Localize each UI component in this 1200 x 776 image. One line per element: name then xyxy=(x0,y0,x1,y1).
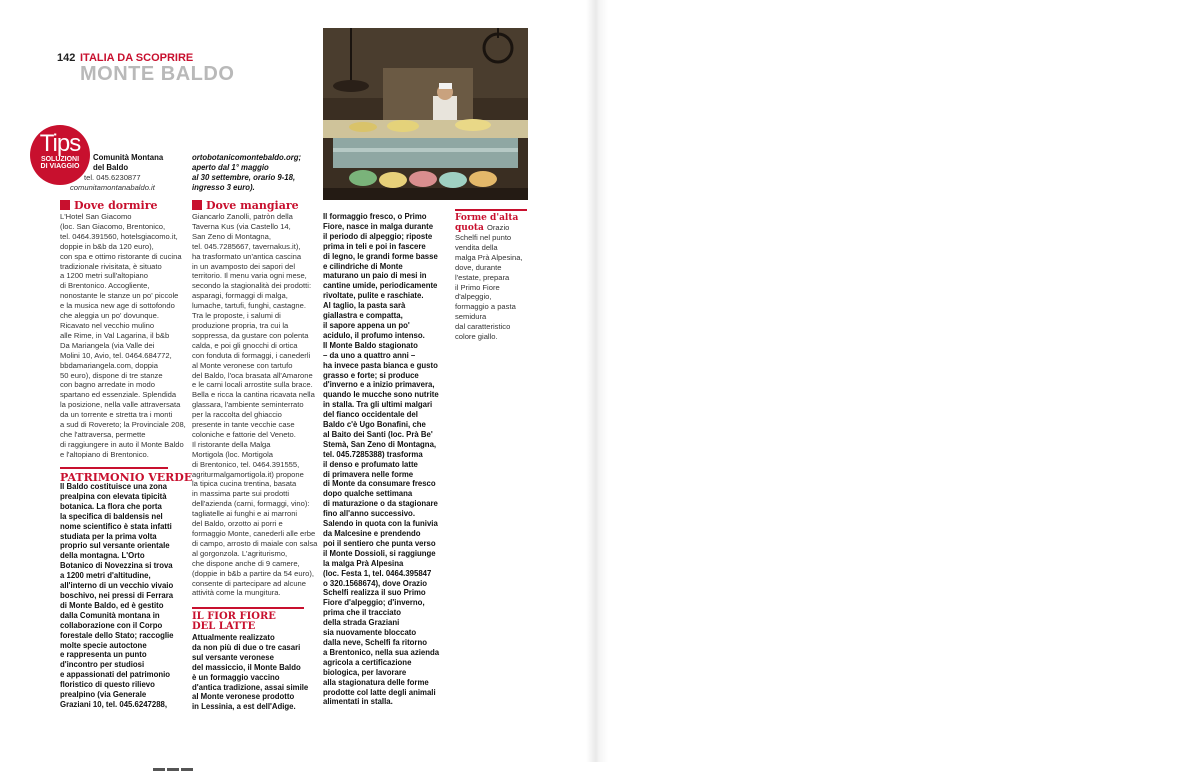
tips-org-name-2: del Baldo xyxy=(93,163,129,172)
orto-info: ortobotanicomontebaldo.org; aperto dal 1° maggio al 30 settembre, orario 9-18, ingresso 3 euro). xyxy=(192,153,302,192)
bed-icon xyxy=(60,200,70,210)
fior-fiore-rule xyxy=(192,607,304,609)
patrimonio-rule xyxy=(60,467,168,469)
tips-org-name-1: Comunità Montana xyxy=(93,153,164,162)
patrimonio-heading: PATRIMONIO VERDE xyxy=(60,471,193,484)
cheese-shop-photo xyxy=(323,28,528,200)
dove-mangiare-heading: Dove mangiare xyxy=(206,199,299,212)
tips-badge xyxy=(30,125,90,185)
caption-rule xyxy=(455,209,527,211)
fior-fiore-body: Attualmente realizzato da non più di due o tre casari sul versante veronese del massiccio, il Monte Baldo è un formaggio vaccino d'antica tradizione, assai simile al Monte veronese prodotto in Lessinia, a est dell'Adige. xyxy=(192,633,309,712)
print-marks xyxy=(153,758,195,776)
tips-subtitle-2: DI VIAGGIO xyxy=(40,163,80,170)
patrimonio-body: Il Baldo costituisce una zona prealpina con elevata tipicità botanica. La flora che porta la specifica di baldensis nel nome scientifico è stata infatti studiata per la prima volta proprio sul versante orientale della montagna. L'Orto Botanico di Novezzina si trova a 1200 metri d'altitudine, all'interno di un vecchio vivaio boschivo, nei pressi di Ferrara di Monte Baldo, ed è gestito dalla Comunità montana in collaborazione con il Corpo forestale dello Stato; raccoglie molte specie autoctone e rappresenta un punto d'incontro per studiosi e appassionati del patrimonio floristico di questo rilievo prealpino (via Generale Graziani 10, tel. 045.6247288, xyxy=(60,482,174,709)
dove-mangiare-body: Giancarlo Zanolli, patròn della Taverna Kus (via Castello 14, San Zeno di Montagna, tel. 045.7285667, tavernakus.it), ha trasformato un'antica cascina in un avamposto dei sapori del territorio. Il menu varia ogni mese, secondo la stagionalità dei prodotti: asparagi, formaggi di malga, lumache, tartufi, funghi, castagne. Tra le proposte, i salumi di produzione propria, tra cui la soppressa, da gustare con polenta calda, e poi gli gnocchi di ortica con fonduta di formaggi, i canederli al Monte veronese con tartufo del Baldo, l'oca brasata all'Amarone e le carni locali arrostite sulla brace. Bella e ricca la cantina ricavata nella glassara, l'ambiente seminterrato per la raccolta del ghiaccio presente in tante vecchie case coloniche e fattorie del Veneto. Il ristorante della Malga Mortigola (loc. Mortigola di Brentonico, tel. 0464.391555, agriturmalgamortigola.it) propone la tipica cucina trentina, basata in massima parte sui prodotti dell'azienda (carni, formaggi, vino): tagliatelle ai funghi e ai marroni del Baldo, orzotto ai porri e formaggio Monte, canederli alle erbe di campo, arrosto di maiale con salsa al gorgonzola. L'agriturismo, che dispone anche di 9 camere, (doppie in b&b a partire da 54 euro), consente di partecipare ad alcune attività come la mungitura. xyxy=(192,212,318,598)
fork-knife-icon xyxy=(192,200,202,210)
formaggio-body: Il formaggio fresco, o Primo Fiore, nasce in malga durante il periodo di alpeggio; riposte prima in teli e poi in fascere di legno, le grandi forme basse e cilindriche di Monte maturano un paio di mesi in cantine umide, periodicamente rivoltate, pulite e raschiate. Al taglio, la pasta sarà giallastra e compatta, il sapore appena un po' acidulo, il profumo intenso. Il Monte Baldo stagionato – da uno a quattro anni – ha invece pasta bianca e gusto grasso e forte; si produce d'inverno e a inizio primavera, quando le mucche sono nutrite in stalla. Tra gli ultimi malgari del fianco occidentale del Baldo c'è Ugo Bonafini, che al Baito dei Santi (loc. Prà Be' Stemà, San Zeno di Montagna, tel. 045.7285388) trasforma il denso e profumato latte di primavera nelle forme di Monte da consumare fresco dopo qualche settimana di maturazione o da stagionare fino all'anno successivo. Salendo in quota con la funivia da Malcesine e prendendo poi il sentiero che punta verso il Monte Dossioli, si raggiunge la malga Prà Alpesina (loc. Festa 1, tel. 0464.395847 o 320.1568674), dove Orazio Schelfi realizza il suo Primo Fiore d'alpeggio; d'inverno, prima che il tracciato della strada Graziani sia nuovamente bloccato dalla neve, Schelfi fa ritorno a Brentonico, nella sua azienda agricola a certificazione biologica, per lavorare alla stagionatura delle forme prodotte col latte degli animali alimentati in stalla. xyxy=(323,212,440,707)
fior-fiore-heading: IL FIOR FIORE DEL LATTE xyxy=(192,611,276,632)
page-title: MONTE BALDO xyxy=(80,63,235,85)
page-number: 142 xyxy=(57,52,76,64)
page-fold xyxy=(586,0,608,762)
caption-lead: Orazio xyxy=(487,223,510,232)
tips-tel: tel. 045.6230877 xyxy=(84,173,141,182)
section-label: ITALIA DA SCOPRIRE xyxy=(80,52,194,64)
tips-web: comunitamontanabaldo.it xyxy=(70,183,155,192)
caption-body: Schelfi nel punto vendita della malga Prà Alpesina, dove, durante l'estate, prepara il Primo Fiore d'alpeggio, formaggio a pasta semidura dal caratteristico colore giallo. xyxy=(455,233,523,342)
dove-dormire-heading: Dove dormire xyxy=(74,199,158,212)
tips-word: Tips xyxy=(39,130,81,157)
tips-subtitle-1: SOLUZIONI xyxy=(40,156,80,163)
caption-heading: Forme d'alta quota xyxy=(455,213,519,233)
dove-dormire-body: L'Hotel San Giacomo (loc. San Giacomo, Brentonico, tel. 0464.391560, hotelsgiacomo.it, doppie in b&b da 120 euro), con spa e ottimo ristorante di cucina tradizionale rivisitata, è situato a 1200 metri sull'altopiano di Brentonico. Accogliente, nonostante le stanze un po' piccole e la musica new age di sottofondo che aleggia un po' dovunque. Ricavato nel vecchio mulino alle Rime, in Val Lagarina, il b&b Da Mariangela (via Valle dei Molini 10, Avio, tel. 0464.684772, bbdamariangela.com, doppia 50 euro), dispone di tre stanze con bagno arredate in modo spartano ed essenziale. Splendida la posizione, nella valle attraversata da un torrente e stretta tra i monti a sud di Rovereto; la Provinciale 208, che l'attraversa, permette di raggiungere in auto il Monte Baldo e l'altopiano di Brentonico. xyxy=(60,212,186,459)
